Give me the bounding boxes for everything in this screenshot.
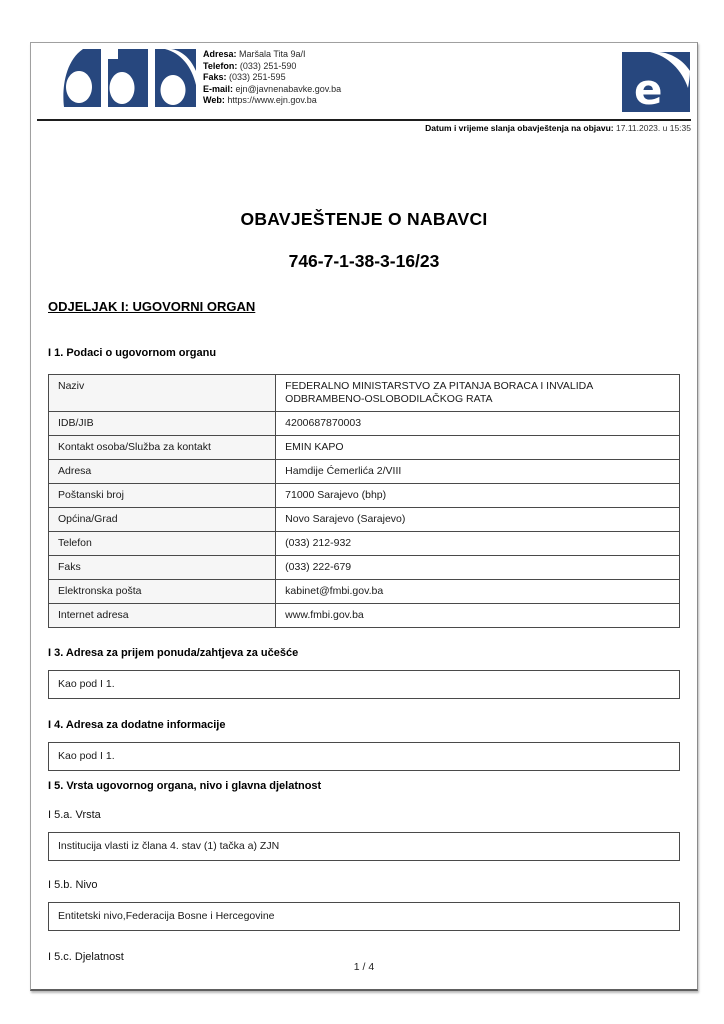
contact-telefon-value: (033) 251-590	[239, 60, 297, 71]
contracting-authority-table	[48, 374, 680, 628]
contact-email-label: E-mail:	[203, 83, 234, 94]
notice-number: 746-7-1-38-3-16/23	[288, 251, 440, 271]
row-label: Faks	[49, 556, 276, 580]
box-i4: Kao pod I 1.	[48, 742, 680, 771]
table-row	[49, 460, 680, 484]
box-i5a: Institucija vlasti iz člana 4. stav (1) tačka a) ZJN	[48, 832, 680, 861]
row-label: Adresa	[49, 460, 276, 484]
contact-email	[203, 84, 341, 96]
row-label: Naziv	[49, 375, 276, 412]
table-row	[49, 604, 680, 628]
agency-contact-block	[203, 49, 341, 107]
contact-telefon	[203, 61, 341, 73]
contact-adresa-label: Adresa:	[203, 49, 237, 59]
row-label: Elektronska pošta	[49, 580, 276, 604]
svg-text:e: e	[634, 65, 663, 112]
table-row	[49, 532, 680, 556]
row-value: kabinet@fmbi.gov.ba	[276, 580, 680, 604]
subheading-i5c: I 5.c. Djelatnost	[48, 951, 124, 963]
section-heading-odjeljak-1: ODJELJAK I: UGOVORNI ORGAN	[48, 299, 256, 314]
contact-email-value: ejn@javnenabavke.gov.ba	[235, 83, 342, 94]
enabavke-logo-icon	[622, 52, 690, 117]
box-i3: Kao pod I 1.	[48, 670, 680, 699]
table-row	[49, 375, 680, 412]
row-value: Hamdije Ćemerlića 2/VIII	[276, 460, 680, 484]
table-row	[49, 508, 680, 532]
document-page	[30, 42, 698, 991]
row-label: Poštanski broj	[49, 484, 276, 508]
publish-datetime	[37, 123, 691, 133]
subheading-i3: I 3. Adresa za prijem ponuda/zahtjeva za učešće	[48, 647, 299, 659]
table-row	[49, 412, 680, 436]
row-label: Internet adresa	[49, 604, 276, 628]
row-value: FEDERALNO MINISTARSTVO ZA PITANJA BORACA I INVALIDA ODBRAMBENO-OSLOBODILAČKOG RATA	[276, 375, 680, 412]
header-divider	[37, 119, 691, 121]
contact-adresa-value: Maršala Tita 9a/I	[239, 49, 306, 59]
contact-faks	[203, 72, 341, 84]
contact-adresa	[203, 49, 341, 61]
row-label: Kontakt osoba/Služba za kontakt	[49, 436, 276, 460]
row-label: IDB/JIB	[49, 412, 276, 436]
table-row	[49, 484, 680, 508]
ejn-logo-icon	[61, 49, 196, 112]
row-value: (033) 212-932	[276, 532, 680, 556]
subheading-i5a: I 5.a. Vrsta	[48, 809, 101, 821]
contact-telefon-label: Telefon:	[203, 60, 238, 71]
publish-datetime-value: 17.11.2023. u 15:35	[616, 123, 691, 133]
table-row	[49, 436, 680, 460]
contact-web-value: https://www.ejn.gov.ba	[227, 95, 317, 106]
contact-web	[203, 95, 341, 107]
row-label: Općina/Grad	[49, 508, 276, 532]
row-value: 4200687870003	[276, 412, 680, 436]
page-number: 1 / 4	[353, 961, 375, 973]
subheading-i1: I 1. Podaci o ugovornom organu	[48, 347, 217, 359]
row-value: (033) 222-679	[276, 556, 680, 580]
subheading-i4: I 4. Adresa za dodatne informacije	[48, 719, 226, 731]
row-value: 71000 Sarajevo (bhp)	[276, 484, 680, 508]
contact-faks-value: (033) 251-595	[229, 72, 286, 83]
document-content	[37, 209, 691, 963]
subheading-i5b: I 5.b. Nivo	[48, 879, 98, 891]
table-row	[49, 580, 680, 604]
row-value: Novo Sarajevo (Sarajevo)	[276, 508, 680, 532]
table-row	[49, 556, 680, 580]
publish-datetime-label: Datum i vrijeme slanja obavještenja na objavu:	[425, 123, 614, 133]
row-value: EMIN KAPO	[276, 436, 680, 460]
row-label: Telefon	[49, 532, 276, 556]
box-i5b: Entitetski nivo,Federacija Bosne i Hercegovine	[48, 902, 680, 931]
subheading-i5: I 5. Vrsta ugovornog organa, nivo i glavna djelatnost	[48, 780, 322, 792]
notice-title: OBAVJEŠTENJE O NABAVCI	[240, 209, 488, 229]
contact-web-label: Web:	[203, 95, 225, 106]
header	[37, 49, 691, 117]
row-value: www.fmbi.gov.ba	[276, 604, 680, 628]
contact-faks-label: Faks:	[203, 72, 227, 83]
